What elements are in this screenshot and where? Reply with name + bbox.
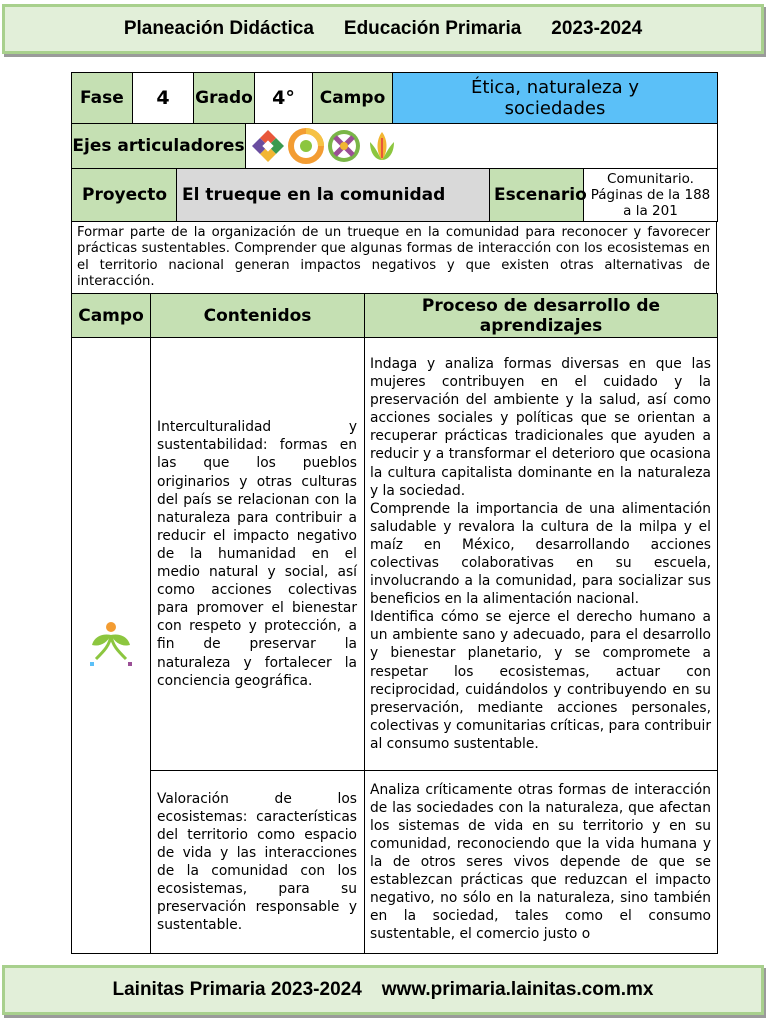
proyecto-value: El trueque en la comunidad (177, 169, 490, 222)
pensamiento-critico-icon (288, 128, 324, 164)
proyecto-label: Proyecto (72, 169, 177, 222)
col-header-proceso: Proceso de desarrollo de aprendizajes (365, 294, 718, 338)
fase-label: Fase (72, 73, 133, 124)
inclusion-icon (250, 128, 286, 164)
content-table (71, 293, 718, 954)
proceso-1-paragraph: Comprende la importancia de una alimentación saludable y revalora la cultura de la milpa y el maíz en México, desarrollando acciones colectivas colaborativas en su escuela, involucrando a la comunidad, para socializar sus beneficios en la alimentación nacional. (370, 500, 711, 608)
campo-value: Ética, naturaleza y sociedades (393, 73, 718, 124)
contenido-2: Valoración de los ecosistemas: características del territorio como espacio de vida y las interacciones de la comunidad con los ecosistemas, para su preservación responsable y sustentable. (151, 771, 365, 954)
etica-naturaleza-sociedades-icon (86, 619, 136, 669)
ejes-row (71, 123, 718, 169)
proceso-1-paragraph: Identifica cómo se ejerce el derecho humano a un ambiente sano y adecuado, para el desarrollo y bienestar planetario, y se compromete a respetar los ecosistemas, actuar con reciprocidad, cuidándolos y contribuyendo en su preservación, mediante acciones personales, colectivas y comunitarias críticas, para contribuir al consumo sustentable. (370, 609, 711, 752)
ejes-icons (246, 124, 718, 169)
footer-site-name: Lainitas Primaria 2023-2024 (112, 979, 362, 1000)
fase-value: 4 (133, 73, 194, 124)
col-header-contenidos: Contenidos (151, 294, 365, 338)
proyecto-row (71, 168, 718, 222)
header-title: Planeación Didáctica (123, 18, 314, 39)
header-year: 2023-2024 (551, 18, 643, 39)
proceso-1 (365, 338, 718, 771)
grado-value: 4° (255, 73, 313, 124)
project-objective: Formar parte de la organización de un trueque en la comunidad para reconocer y favorecer prácticas sustentables. Comprender que algunas formas de interacción con los ecosistemas en el territorio nacional generan impactos negativos y que existen otras alternativas de interacción. (72, 222, 717, 294)
header-level: Educación Primaria (343, 18, 522, 39)
info-row-1 (71, 72, 718, 124)
campo-label: Campo (313, 73, 393, 124)
grado-label: Grado (194, 73, 255, 124)
escenario-label: Escenario (490, 169, 584, 222)
col-header-campo: Campo (72, 294, 151, 338)
table-row (72, 338, 718, 771)
footer-banner (2, 965, 764, 1015)
contenido-1: Interculturalidad y sustentabilidad: formas en las que los pueblos originarios y otras culturas del país se relacionan con la naturaleza para contribuir a reducir el impacto negativo de la humanidad en el medio natural y social, así como acciones colectivas para promover el bienestar con respeto y protección, a fin de preservar la naturaleza y fortalecer la conciencia geográfica. (151, 338, 365, 771)
table-row (72, 771, 718, 954)
objective-row (71, 221, 717, 294)
escenario-value: Comunitario. Páginas de la 188 a la 201 (584, 169, 718, 222)
campo-cell (72, 338, 151, 954)
proceso-2 (365, 771, 718, 954)
proceso-1-paragraph: Indaga y analiza formas diversas en que las mujeres contribuyen en el cuidado y la preservación del ambiente y la salud, así como acciones sociales y políticas que se orientan a recuperar prácticas tradicionales que ayuden a reducir y a transformar el deterioro que ocasiona la cultura capitalista dominante en la naturaleza y la sociedad. (370, 355, 711, 499)
ejes-label: Ejes articuladores (72, 124, 246, 169)
header-banner (2, 4, 764, 54)
planning-sheet (71, 72, 717, 956)
vida-saludable-icon (364, 128, 400, 164)
proceso-2-paragraph: Analiza críticamente otras formas de interacción de las sociedades con la naturaleza, que afectan los sistemas de vida en su territorio y en su comunidad, reconociendo que la vida humana y la de otros seres vivos depende de que se establezcan prácticas que reduzcan el impacto negativo, no sólo en la naturaleza, sino también en la sociedad, tales como el consumo sustentable, el comercio justo o (370, 781, 711, 943)
interculturalidad-icon (326, 128, 362, 164)
footer-url[interactable]: www.primaria.lainitas.com.mx (381, 979, 654, 1000)
